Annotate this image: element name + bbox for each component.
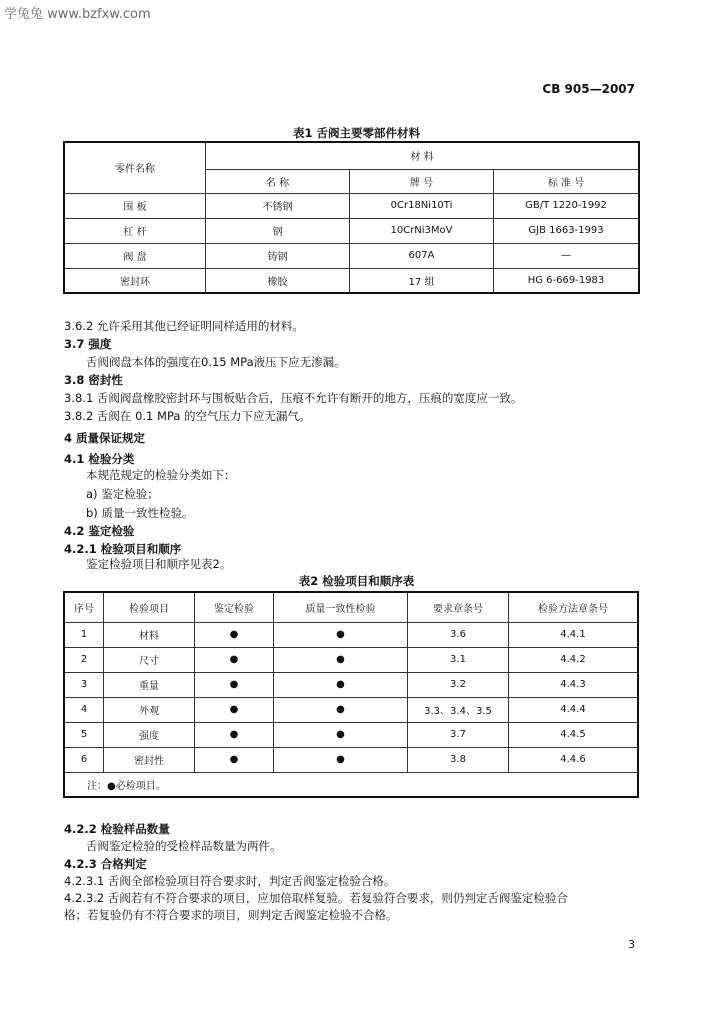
header-no: 序号 [64, 592, 104, 622]
cell: 4.4.6 [509, 747, 639, 772]
cell: 杠 杆 [64, 218, 206, 243]
materials-table [63, 141, 640, 294]
table-row [64, 647, 638, 672]
cell: HG 6-669-1983 [494, 268, 640, 293]
clause-4-2-3-heading: 4.2.3 合格判定 [64, 857, 147, 871]
table-row [64, 672, 638, 697]
header-method: 检验方法章条号 [509, 592, 639, 622]
cell: 3.1 [408, 647, 509, 672]
cell: — [494, 243, 640, 268]
cell: 3.6 [408, 622, 509, 647]
clause-3-7-text: 舌阀阀盘本体的强度在0.15 MPa液压下应无渗漏。 [86, 355, 346, 369]
cell: 1 [64, 622, 104, 647]
clause-4-2-3-1: 4.2.3.1 舌阀全部检验项目符合要求时，判定舌阀鉴定检验合格。 [64, 874, 396, 888]
required-mark: ● [274, 647, 408, 672]
required-mark: ● [274, 697, 408, 722]
header-item: 检验项目 [104, 592, 195, 622]
header-material: 材 料 [206, 142, 640, 169]
cell: 密封性 [104, 747, 195, 772]
cell: 5 [64, 722, 104, 747]
table-row [64, 697, 638, 722]
clause-4-2-1-heading: 4.2.1 检验项目和顺序 [64, 542, 182, 556]
table-row [64, 622, 638, 647]
required-mark: ● [274, 747, 408, 772]
clause-4-1-b: b) 质量一致性检验。 [86, 506, 194, 520]
clause-4-1-text: 本规范规定的检验分类如下： [86, 468, 236, 482]
clause-3-6-2: 3.6.2 允许采用其他已经证明同样适用的材料。 [64, 319, 304, 333]
table-row [64, 268, 639, 293]
cell: 3.8 [408, 747, 509, 772]
cell: 0Cr18Ni10Ti [350, 193, 494, 218]
table-note: 注：●必检项目。 [64, 772, 638, 797]
cell: 4 [64, 697, 104, 722]
required-mark: ● [274, 722, 408, 747]
cell: 材料 [104, 622, 195, 647]
clause-4-1-heading: 4.1 检验分类 [64, 452, 135, 466]
clause-3-8-2: 3.8.2 舌阀在 0.1 MPa 的空气压力下应无漏气。 [64, 409, 311, 423]
clause-4-2-2-text: 舌阀鉴定检验的受检样品数量为两件。 [86, 839, 282, 853]
cell: 17 组 [350, 268, 494, 293]
required-mark: ● [274, 672, 408, 697]
cell: 密封环 [64, 268, 206, 293]
required-mark: ● [195, 747, 274, 772]
table-row [64, 243, 639, 268]
inspection-table [63, 591, 639, 798]
clause-3-8-heading: 3.8 密封性 [64, 373, 123, 387]
table-row [64, 193, 639, 218]
cell: 重量 [104, 672, 195, 697]
cell: GJB 1663-1993 [494, 218, 640, 243]
clause-3-8-1: 3.8.1 舌阀阀盘橡胶密封环与围板贴合后，压痕不允许有断开的地方，压痕的宽度应一致。 [64, 391, 523, 405]
cell: 4.4.1 [509, 622, 639, 647]
required-mark: ● [195, 697, 274, 722]
header-qualification: 鉴定检验 [195, 592, 274, 622]
cell: 围 板 [64, 193, 206, 218]
required-mark: ● [195, 722, 274, 747]
cell: 尺寸 [104, 647, 195, 672]
cell: 607A [350, 243, 494, 268]
header-conformity: 质量一致性检验 [274, 592, 408, 622]
cell: 4.4.5 [509, 722, 639, 747]
table1-caption: 表1 舌阀主要零部件材料 [292, 126, 420, 140]
clause-4-2-2-heading: 4.2.2 检验样品数量 [64, 822, 170, 836]
required-mark: ● [195, 647, 274, 672]
cell: 钢 [206, 218, 350, 243]
required-mark: ● [195, 622, 274, 647]
cell: 3 [64, 672, 104, 697]
cell: 阀 盘 [64, 243, 206, 268]
cell: 外观 [104, 697, 195, 722]
header-standard: 标 准 号 [494, 169, 640, 193]
required-mark: ● [195, 672, 274, 697]
page-number: 3 [628, 938, 635, 951]
cell: 6 [64, 747, 104, 772]
cell: 不锈钢 [206, 193, 350, 218]
cell: 4.4.3 [509, 672, 639, 697]
header-part-name: 零件名称 [64, 142, 206, 193]
table2-caption: 表2 检验项目和顺序表 [298, 574, 415, 588]
cell: 10CrNi3MoV [350, 218, 494, 243]
cell: 3.3、3.4、3.5 [408, 697, 509, 722]
clause-4-2-3-2-line1: 4.2.3.2 舌阀若有不符合要求的项目，应加倍取样复验。若复验符合要求，则仍判定舌阀鉴定检验合 [64, 891, 568, 905]
table-row [64, 218, 639, 243]
watermark: 学兔兔 www.bzfxw.com [4, 7, 151, 22]
header-grade: 牌 号 [350, 169, 494, 193]
section-4-heading: 4 质量保证规定 [64, 431, 146, 445]
cell: 4.4.4 [509, 697, 639, 722]
document-code: CB 905—2007 [542, 82, 635, 96]
clause-4-1-a: a) 鉴定检验； [86, 487, 159, 501]
header-requirement: 要求章条号 [408, 592, 509, 622]
cell: 3.2 [408, 672, 509, 697]
required-mark: ● [274, 622, 408, 647]
table-row [64, 722, 638, 747]
cell: 3.7 [408, 722, 509, 747]
clause-3-7-heading: 3.7 强度 [64, 337, 112, 351]
cell: GB/T 1220-1992 [494, 193, 640, 218]
cell: 强度 [104, 722, 195, 747]
cell: 4.4.2 [509, 647, 639, 672]
cell: 橡胶 [206, 268, 350, 293]
cell: 2 [64, 647, 104, 672]
header-material-name: 名 称 [206, 169, 350, 193]
table-row [64, 747, 638, 772]
clause-4-2-3-2-line2: 格；若复验仍有不符合要求的项目，则判定舌阀鉴定检验不合格。 [64, 908, 398, 922]
clause-4-2-heading: 4.2 鉴定检验 [64, 524, 135, 538]
cell: 铸钢 [206, 243, 350, 268]
clause-4-2-1-text: 鉴定检验项目和顺序见表2。 [86, 557, 232, 571]
